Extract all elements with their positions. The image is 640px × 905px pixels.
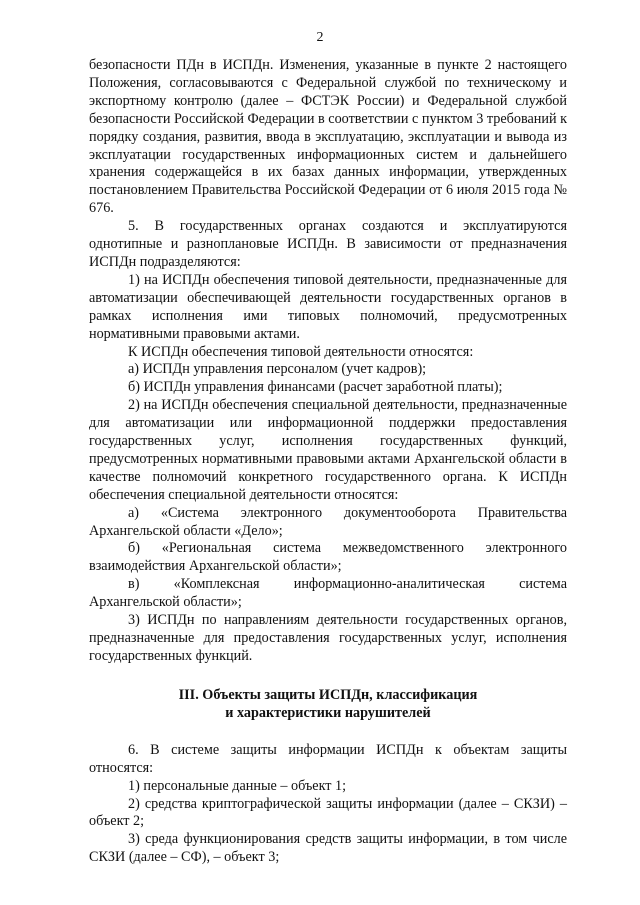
paragraph: б) ИСПДн управления финансами (расчет заработной платы); — [128, 379, 503, 396]
paragraph: 1) персональные данные – объект 1; — [128, 777, 347, 794]
paragraph: 1) на ИСПДн обеспечения типовой деятельности, предназначенные для автоматизации обеспечивающей деятельности государственных органов в рамках исполнения ими типовых полномочий, предусмотренных нормативными правовыми актами. — [89, 271, 567, 342]
paragraph: в) «Комплексная информационно-аналитическая система Архангельской области»; — [89, 576, 567, 611]
section-heading-line-1: III. Объекты защиты ИСПДн, классификация — [178, 686, 478, 703]
paragraph: 6. В системе защиты информации ИСПДн к объектам защиты относятся: — [89, 741, 567, 776]
paragraph: б) «Региональная система межведомственного электронного взаимодействия Архангельской области»; — [89, 540, 567, 575]
paragraph: безопасности ПДн в ИСПДн. Изменения, указанные в пункте 2 настоящего Положения, согласовываются с Федеральной службой по техническому и экспортному контролю (далее – ФСТЭК России) и Федеральной службой безопасности Российской Федерации в соответствии с пунктом 3 требований к порядку создания, развития, ввода в эксплуатацию, эксплуатации и вывода из эксплуатации государственных информационных систем и дальнейшего хранения содержащейся в их базах данных информации, утвержденных постановлением Правительства Российской Федерации от 6 июля 2015 года № 676. — [89, 57, 567, 217]
paragraph: а) ИСПДн управления персоналом (учет кадров); — [128, 361, 427, 378]
paragraph: 3) ИСПДн по направлениям деятельности государственных органов, предназначенные для предоставления государственных услуг, исполнения государственных функций. — [89, 612, 567, 664]
paragraph: 3) среда функционирования средств защиты информации, в том числе СКЗИ (далее – СФ), – объект 3; — [89, 831, 567, 866]
paragraph: а) «Система электронного документооборота Правительства Архангельской области «Дело»; — [89, 504, 567, 539]
paragraph: 5. В государственных органах создаются и эксплуатируются однотипные и разноплановые ИСПДн. В зависимости от предназначения ИСПДн подразделяются: — [89, 218, 567, 270]
section-heading-line-2: и характеристики нарушителей — [225, 704, 431, 721]
paragraphs-before-heading — [89, 57, 567, 666]
paragraph: К ИСПДн обеспечения типовой деятельности относятся: — [128, 343, 474, 360]
paragraph: 2) на ИСПДн обеспечения специальной деятельности, предназначенные для автоматизации или информационной поддержки предоставления государственных услуг, исполнения государственных функций, предусмотренных нормативными правовыми актами Архангельской области в качестве полномочий конкретного государственного органа. К ИСПДн обеспечения специальной деятельности относятся: — [89, 397, 567, 503]
paragraph: 2) средства криптографической защиты информации (далее – СКЗИ) – объект 2; — [89, 795, 567, 830]
document-body — [89, 57, 567, 867]
page-number: 2 — [316, 30, 324, 45]
paragraphs-after-heading — [89, 742, 567, 867]
section-heading — [89, 686, 567, 722]
